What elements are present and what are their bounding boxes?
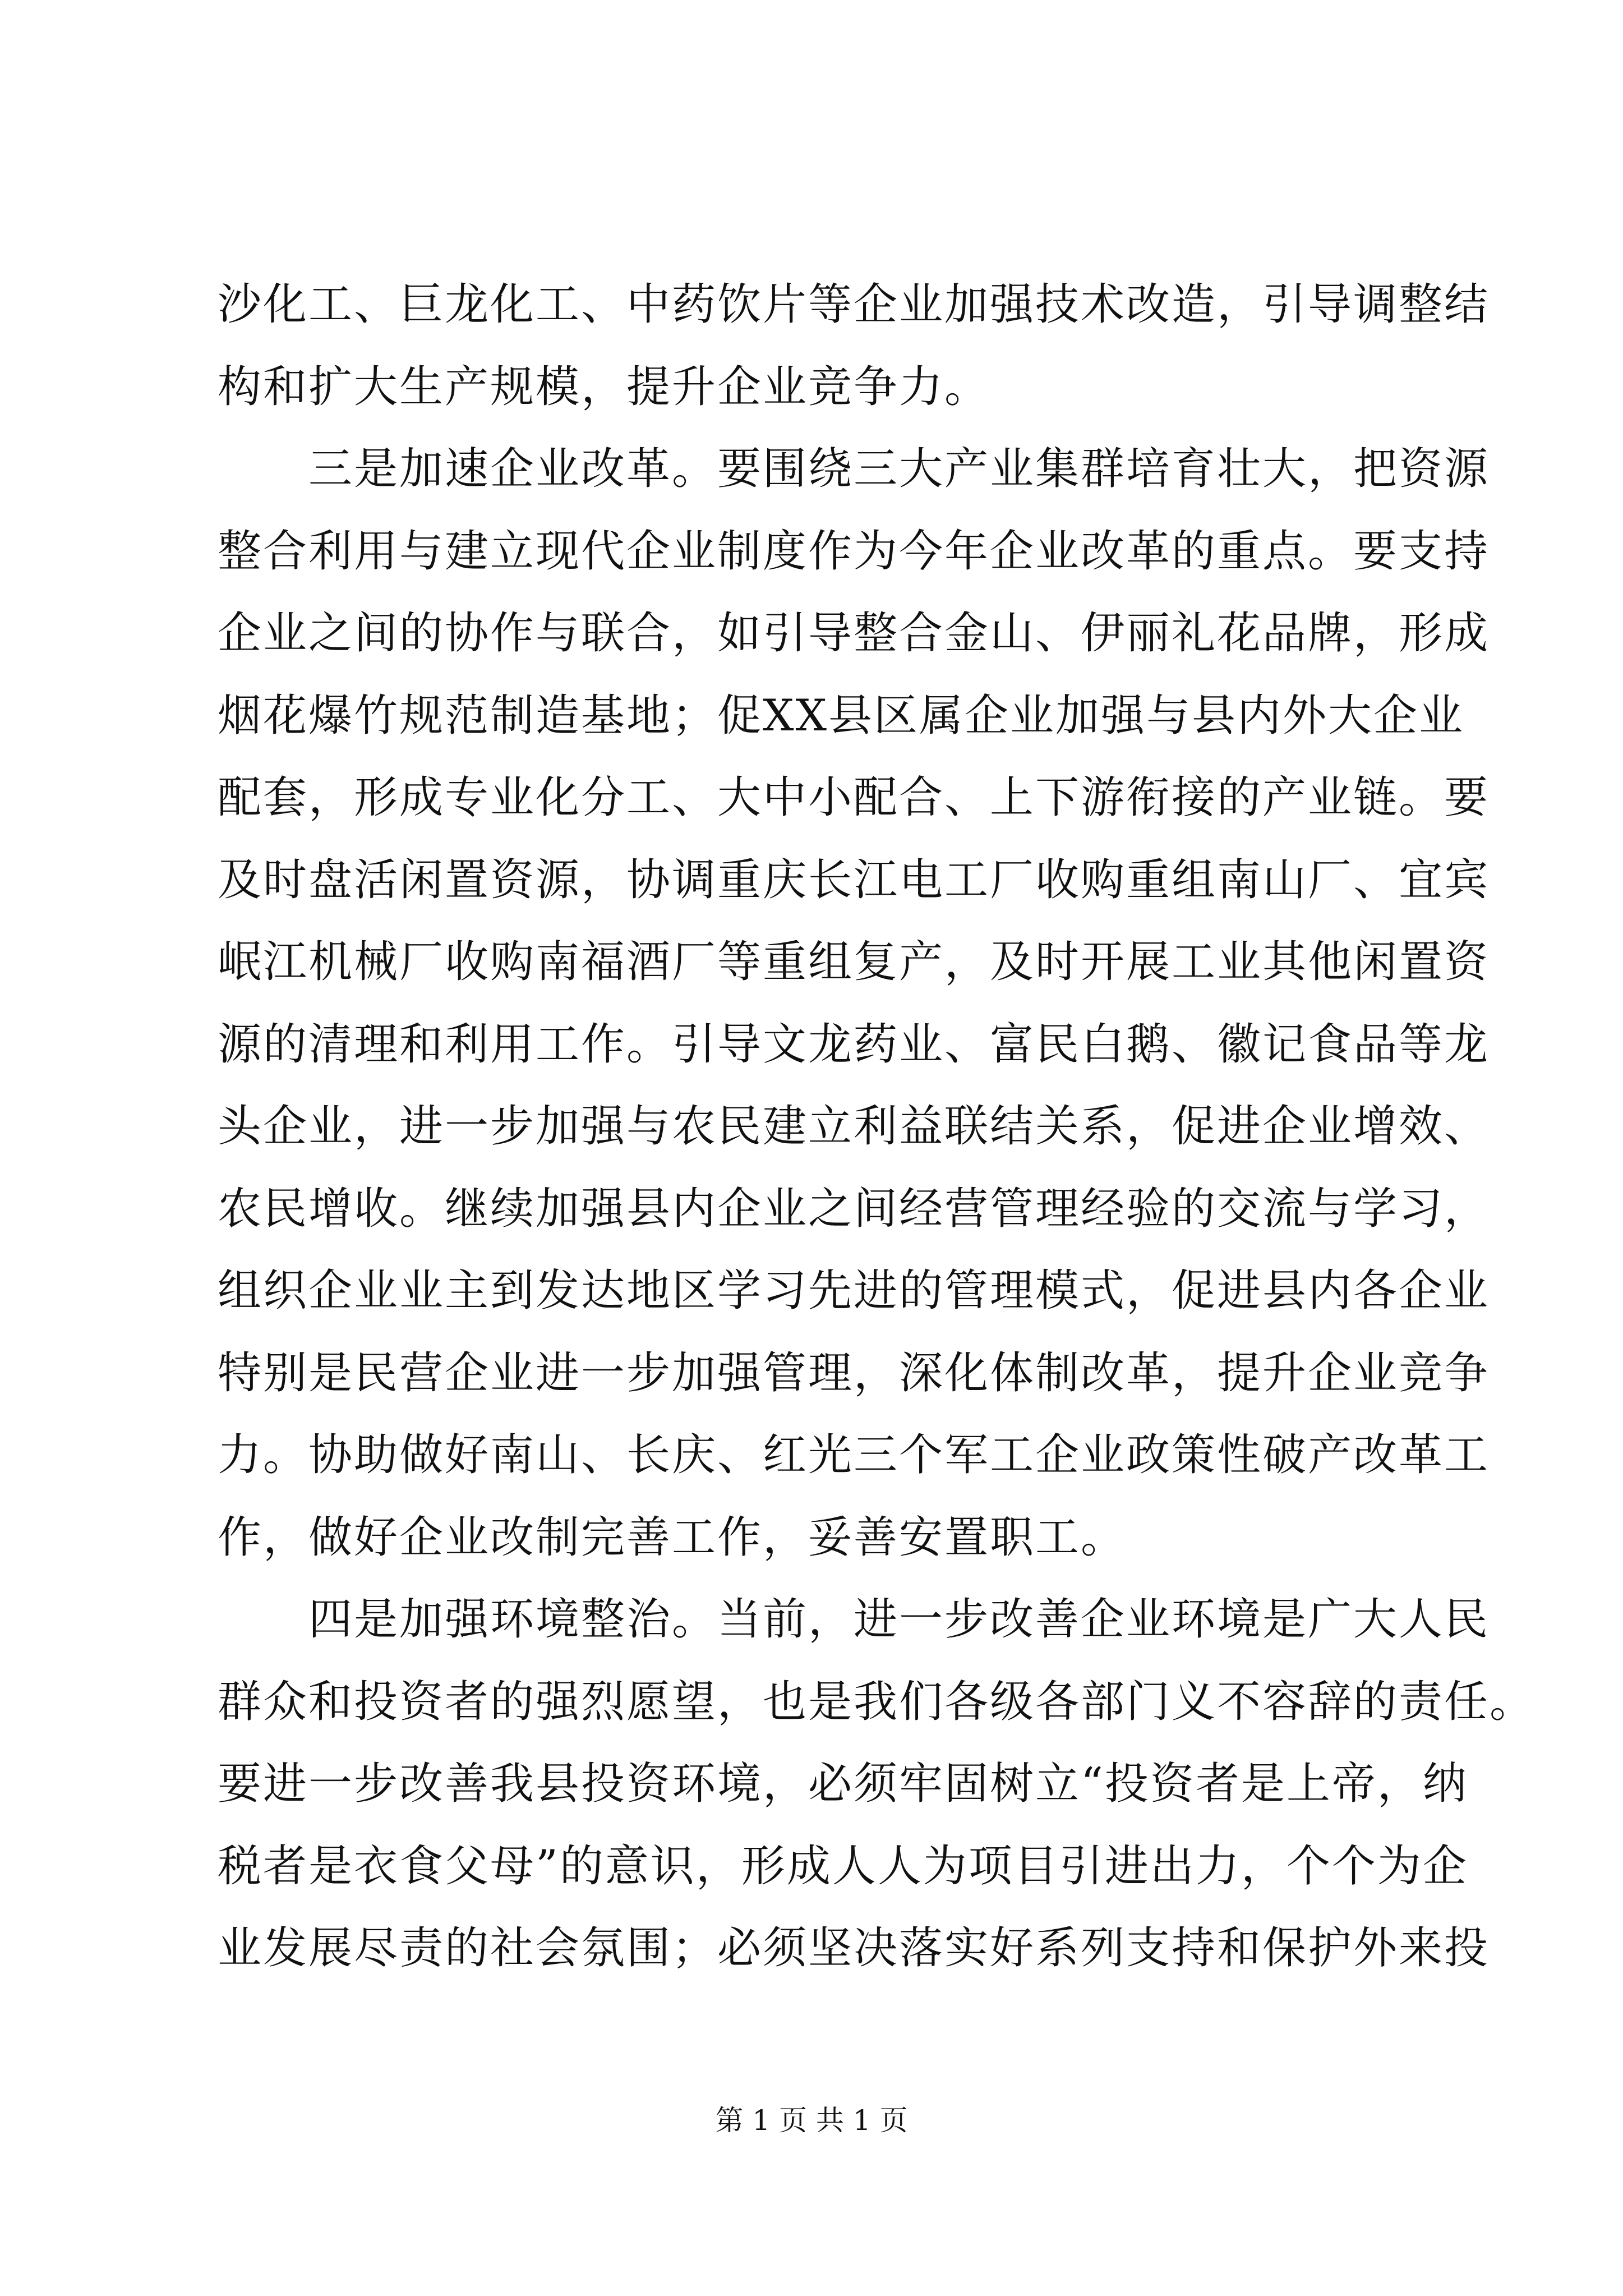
text-line: 烟花爆竹规范制造基地；促XX县区属企业加强与县内外大企业 xyxy=(218,690,1465,741)
text-line: 配套，形成专业化分工、大中小配合、上下游衔接的产业链。要 xyxy=(218,772,1490,823)
text-line: 作，做好企业改制完善工作，妥善安置职工。 xyxy=(218,1512,1127,1563)
paragraph-start-line: 四是加强环境整治。当前，进一步改善企业环境是广大人民 xyxy=(218,1594,1490,1645)
text-line: 税者是衣食父母”的意识，形成人人为项目引进出力，个个为企 xyxy=(218,1841,1468,1892)
text-line: 农民增收。继续加强县内企业之间经营管理经验的交流与学习， xyxy=(218,1183,1490,1234)
text-line: 特别是民营企业进一步加强管理，深化体制改革，提升企业竞争 xyxy=(218,1347,1490,1398)
page-footer xyxy=(0,2101,1623,2140)
text-line: 企业之间的协作与联合，如引导整合金山、伊丽礼花品牌，形成 xyxy=(218,608,1490,659)
body-text xyxy=(218,264,1536,1990)
text-line: 沙化工、巨龙化工、中药饮片等企业加强技术改造，引导调整结 xyxy=(218,279,1490,330)
text-line: 群众和投资者的强烈愿望，也是我们各级各部门义不容辞的责任。 xyxy=(218,1676,1536,1727)
text-line: 构和扩大生产规模，提升企业竞争力。 xyxy=(218,361,990,412)
text-line: 岷江机械厂收购南福酒厂等重组复产，及时开展工业其他闲置资 xyxy=(218,937,1490,987)
text-line: 源的清理和利用工作。引导文龙药业、富民白鹅、徽记食品等龙 xyxy=(218,1019,1490,1070)
text-line: 要进一步改善我县投资环境，必须牢固树立“投资者是上帝，纳 xyxy=(218,1759,1468,1809)
text-line: 头企业，进一步加强与农民建立利益联结关系，促进企业增效、 xyxy=(218,1101,1490,1152)
text-line: 业发展尽责的社会氛围；必须坚决落实好系列支持和保护外来投 xyxy=(218,1923,1490,1973)
text-line: 及时盘活闲置资源，协调重庆长江电工厂收购重组南山厂、宜宾 xyxy=(218,854,1490,905)
text-line: 力。协助做好南山、长庆、红光三个军工企业政策性破产改革工 xyxy=(218,1430,1490,1480)
page-number-label: 第 1 页 共 1 页 xyxy=(715,2104,908,2137)
text-line: 组织企业业主到发达地区学习先进的管理模式，促进县内各企业 xyxy=(218,1266,1490,1316)
paragraph-start-line: 三是加速企业改革。要围绕三大产业集群培育壮大，把资源 xyxy=(218,444,1490,494)
text-line: 整合利用与建立现代企业制度作为今年企业改革的重点。要支持 xyxy=(218,526,1490,577)
